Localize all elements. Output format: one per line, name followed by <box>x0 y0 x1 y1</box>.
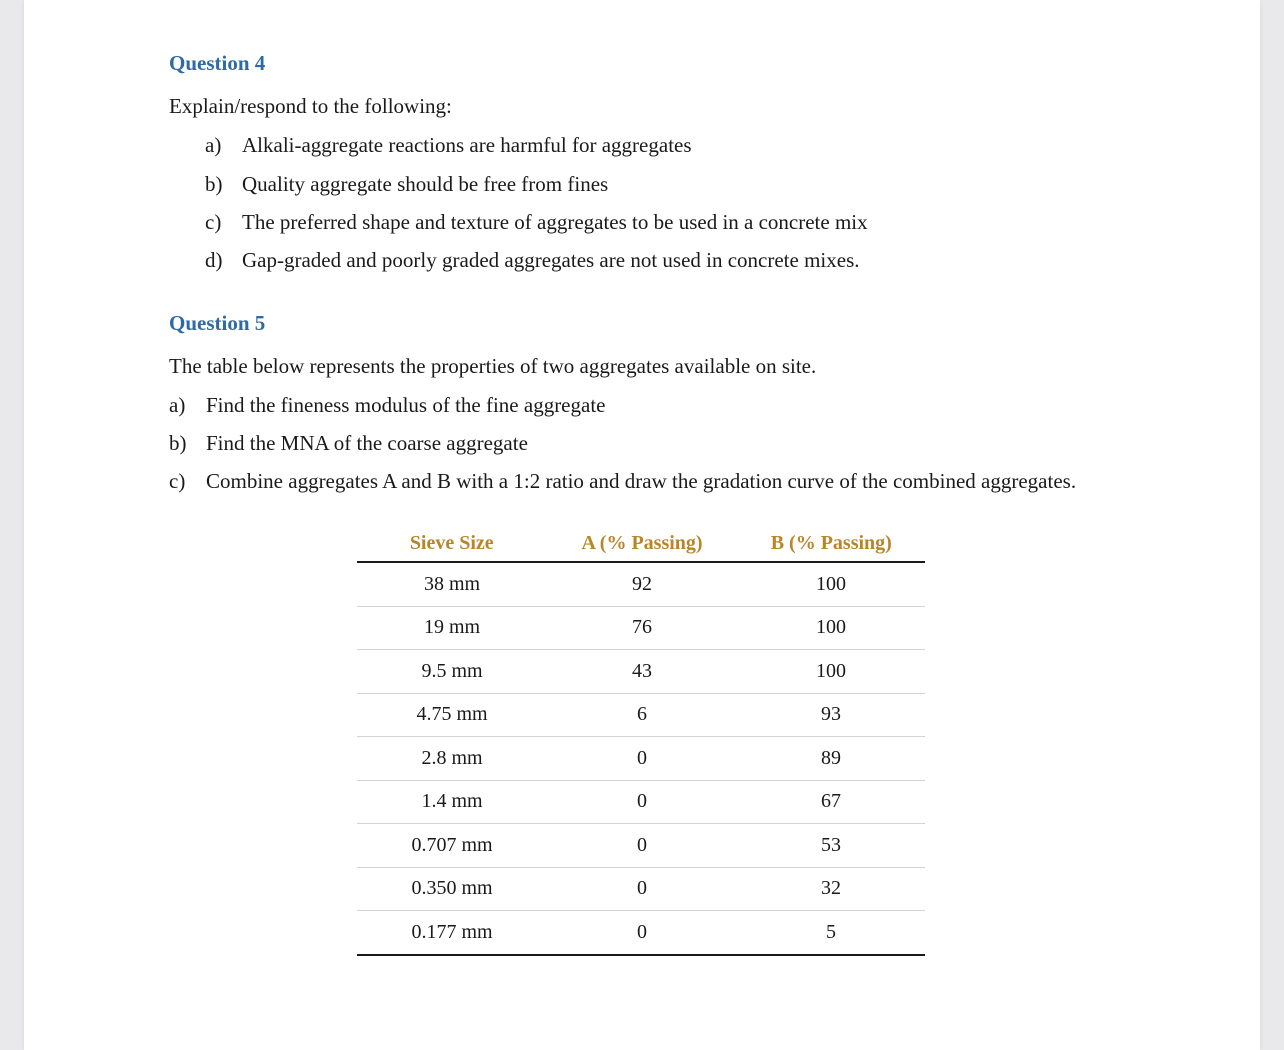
cell-sieve-size: 0.350 mm <box>357 867 547 911</box>
table-row <box>357 606 925 650</box>
q4-item-text: Alkali-aggregate reactions are harmful for aggregates <box>242 133 692 157</box>
q4-item-label: b) <box>205 172 223 196</box>
table-row <box>357 693 925 737</box>
q5-item-label: a) <box>169 393 186 417</box>
cell-a-passing: 76 <box>547 606 737 650</box>
question-5-heading: Question 5 <box>169 311 266 335</box>
q4-item-text: The preferred shape and texture of aggregates to be used in a concrete mix <box>242 210 868 234</box>
q4-item-text: Quality aggregate should be free from fines <box>242 172 609 196</box>
table-header-row <box>357 525 925 562</box>
cell-a-passing: 0 <box>547 737 737 781</box>
cell-a-passing: 0 <box>547 824 737 868</box>
q5-item-text: Find the fineness modulus of the fine aggregate <box>206 393 606 417</box>
table-row <box>357 650 925 694</box>
cell-b-passing: 67 <box>737 780 925 824</box>
cell-sieve-size: 1.4 mm <box>357 780 547 824</box>
cell-sieve-size: 19 mm <box>357 606 547 650</box>
cell-b-passing: 100 <box>737 606 925 650</box>
cell-sieve-size: 38 mm <box>357 562 547 606</box>
q5-item-a <box>169 393 605 418</box>
table-row <box>357 737 925 781</box>
table-row <box>357 562 925 606</box>
table-row <box>357 911 925 955</box>
q4-item-text: Gap-graded and poorly graded aggregates are not used in concrete mixes. <box>242 248 860 272</box>
table-row <box>357 867 925 911</box>
cell-a-passing: 0 <box>547 911 737 955</box>
sieve-analysis-table <box>357 525 925 956</box>
cell-b-passing: 32 <box>737 867 925 911</box>
q4-item-label: c) <box>205 210 222 234</box>
cell-a-passing: 0 <box>547 867 737 911</box>
q5-item-b <box>169 431 528 456</box>
header-sieve-size: Sieve Size <box>357 525 547 562</box>
cell-sieve-size: 2.8 mm <box>357 737 547 781</box>
question-4-heading: Question 4 <box>169 51 266 75</box>
cell-a-passing: 43 <box>547 650 737 694</box>
cell-b-passing: 93 <box>737 693 925 737</box>
q5-item-label: b) <box>169 431 187 455</box>
cell-b-passing: 100 <box>737 562 925 606</box>
q4-item-d <box>205 248 860 273</box>
cell-b-passing: 89 <box>737 737 925 781</box>
q4-item-b <box>205 172 608 197</box>
q4-item-c <box>205 210 868 235</box>
cell-a-passing: 92 <box>547 562 737 606</box>
cell-sieve-size: 0.177 mm <box>357 911 547 955</box>
cell-a-passing: 0 <box>547 780 737 824</box>
table-row <box>357 780 925 824</box>
q5-item-text: Combine aggregates A and B with a 1:2 ratio and draw the gradation curve of the combined aggregates. <box>206 469 1077 493</box>
cell-b-passing: 5 <box>737 911 925 955</box>
question-5-intro: The table below represents the properties of two aggregates available on site. <box>169 354 817 378</box>
q4-item-a <box>205 133 692 158</box>
cell-b-passing: 100 <box>737 650 925 694</box>
table-row <box>357 824 925 868</box>
q5-item-c <box>169 469 1076 494</box>
q5-item-text: Find the MNA of the coarse aggregate <box>206 431 528 455</box>
cell-sieve-size: 4.75 mm <box>357 693 547 737</box>
question-4-intro: Explain/respond to the following: <box>169 94 452 118</box>
cell-a-passing: 6 <box>547 693 737 737</box>
q4-item-label: d) <box>205 248 223 272</box>
cell-sieve-size: 9.5 mm <box>357 650 547 694</box>
cell-b-passing: 53 <box>737 824 925 868</box>
header-b-passing: B (% Passing) <box>737 525 925 562</box>
header-a-passing: A (% Passing) <box>547 525 737 562</box>
q5-item-label: c) <box>169 469 186 493</box>
cell-sieve-size: 0.707 mm <box>357 824 547 868</box>
q4-item-label: a) <box>205 133 222 157</box>
document-page <box>24 0 1260 1050</box>
